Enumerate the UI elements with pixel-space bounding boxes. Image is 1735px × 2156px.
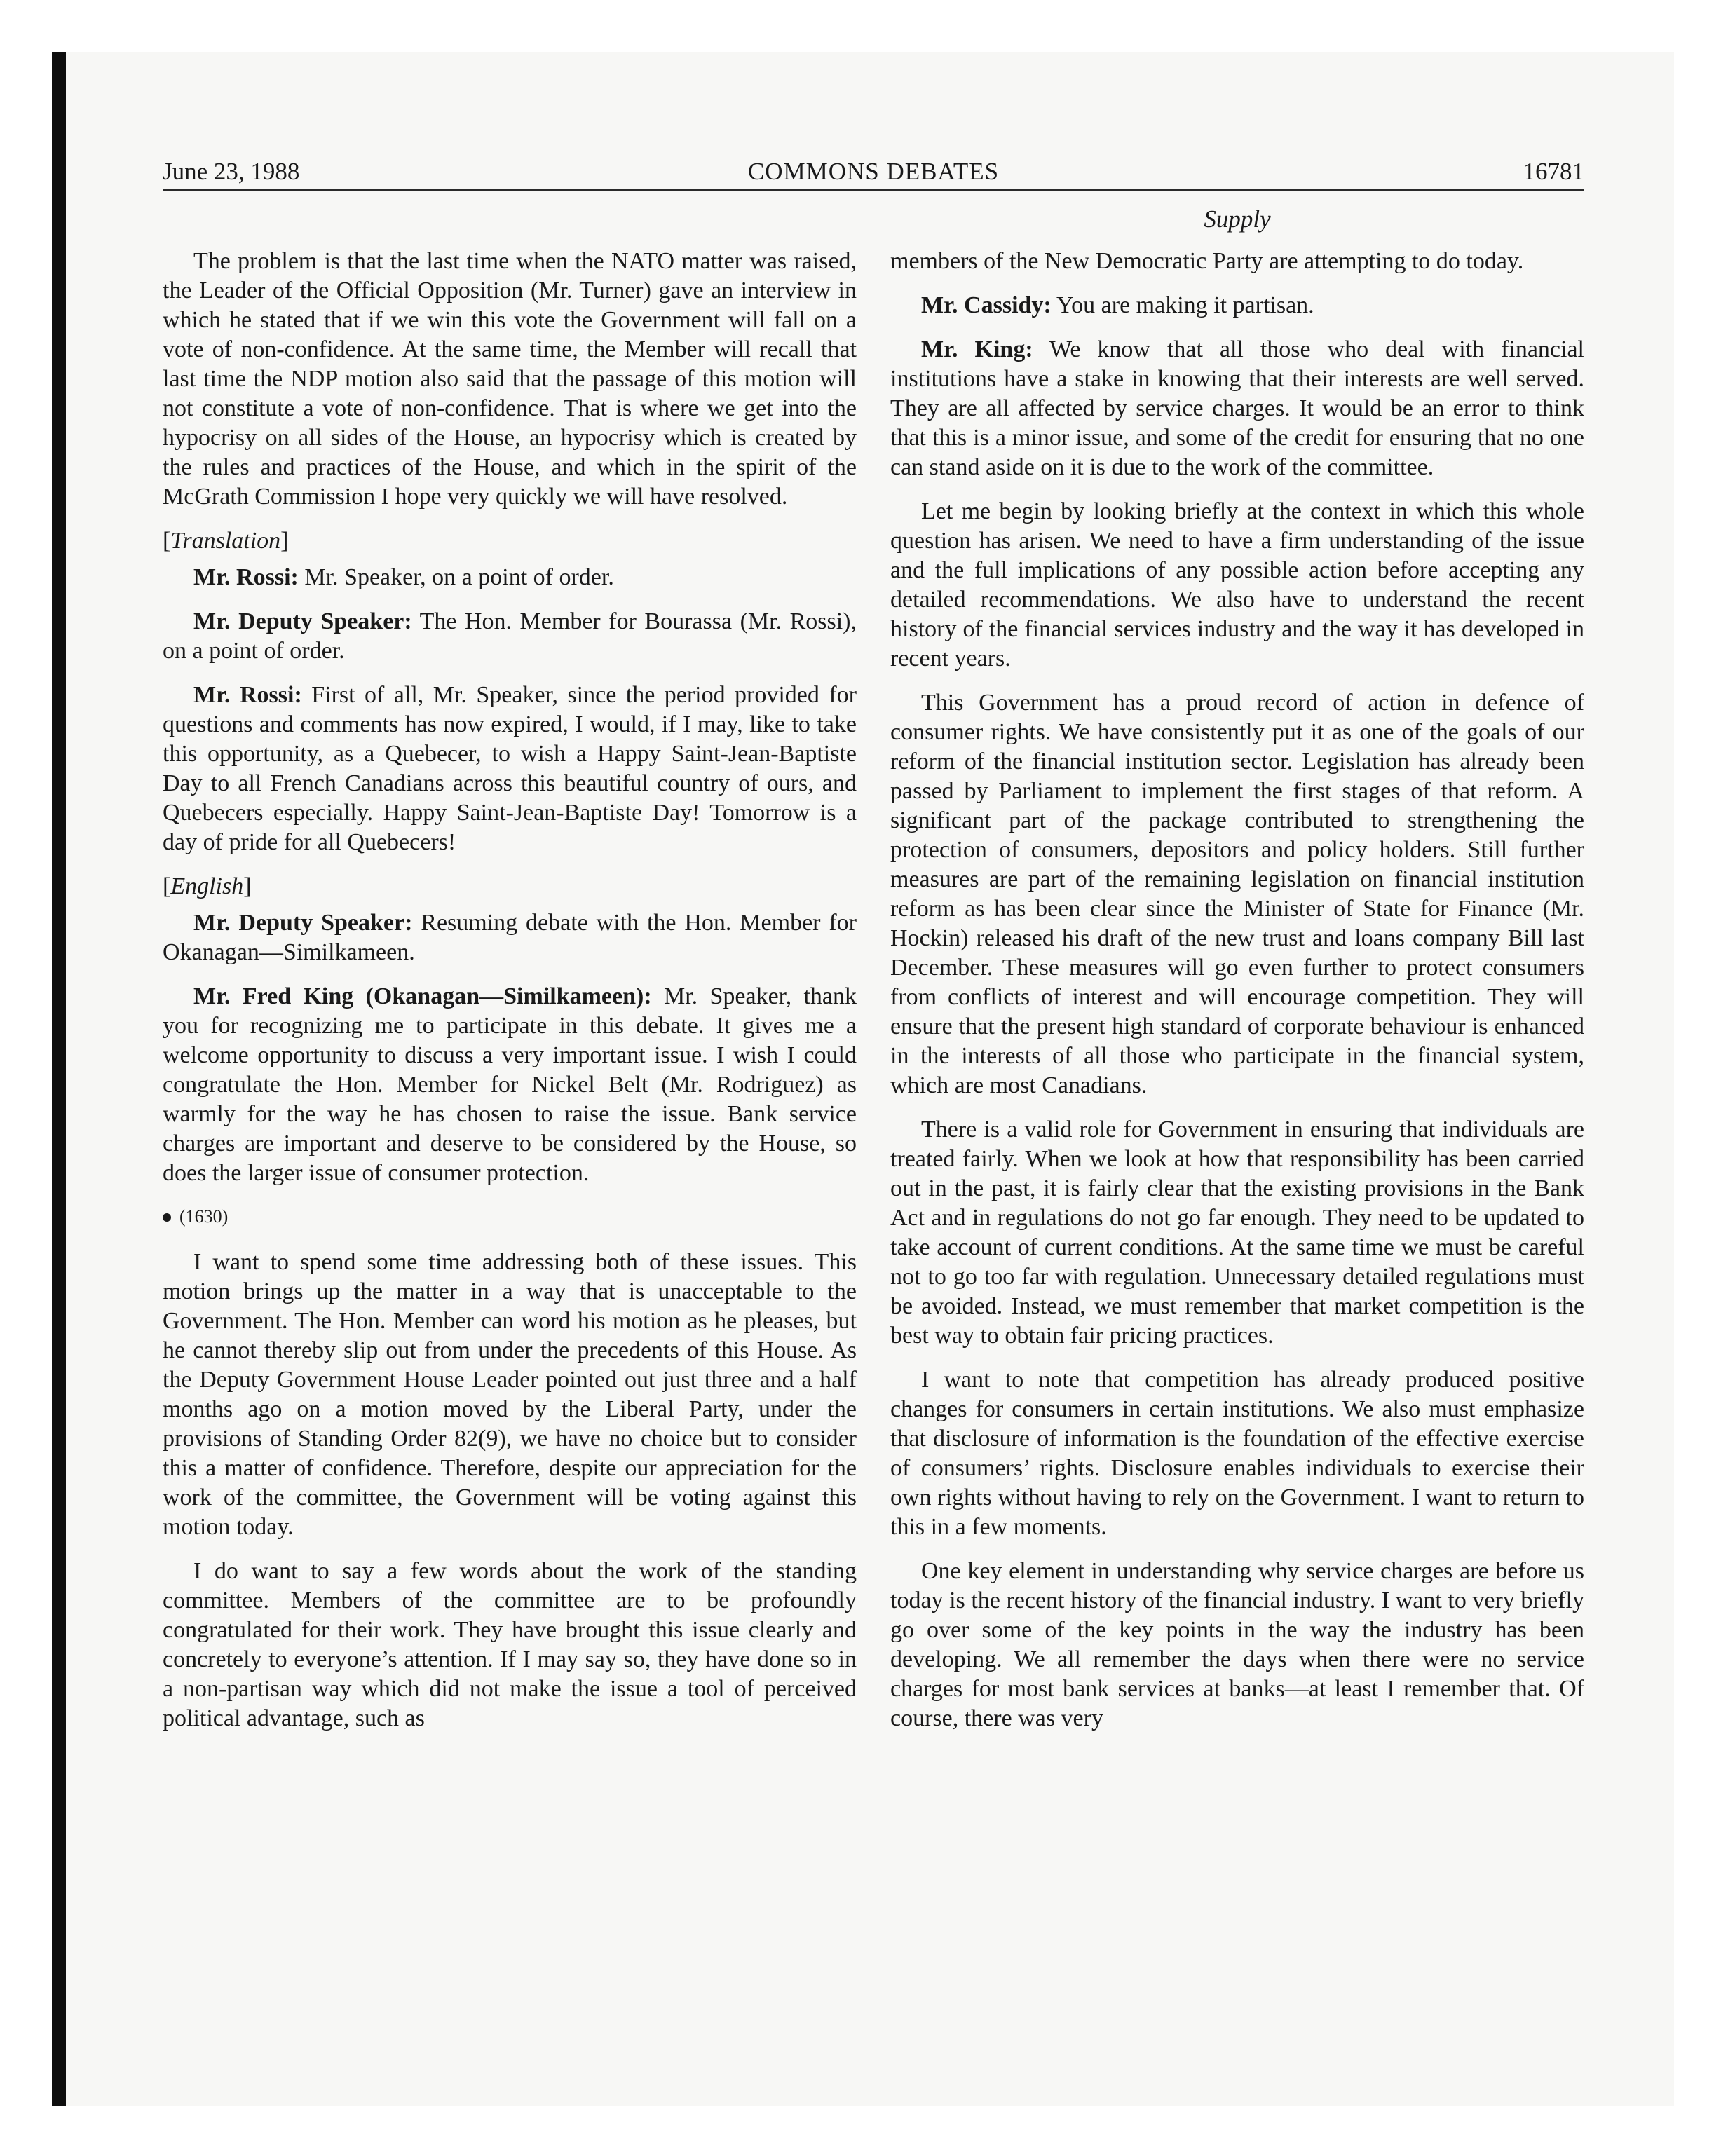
header-date: June 23, 1988 bbox=[163, 158, 300, 185]
paragraph: This Government has a proud record of action in defence of consumer rights. We have consistently put it as one of the goals of our reform of the financial institution sector. Legislation has already been passed by Parliament to implement the first stages of that reform. A significant part of the package contributed to strengthening the protection of consumers, depositors and policy holders. Still further measures are part of the remaining legislation on financial institution reform as has been clear since the Minister of State for Finance (Mr. Hockin) released his draft of the new trust and loans company Bill last December. These measures will go even further to protect consumers from conflicts of interest and will encourage competition. They will ensure that the present high standard of corporate behaviour is enhanced in the interests of all those who participate in the financial system, which are most Canadians. bbox=[890, 690, 1584, 1098]
speaker-name: Mr. Fred King (Okanagan—Similkameen): bbox=[193, 983, 652, 1009]
paragraph: I want to note that competition has already produced positive changes for consumers in certain institutions. We also must emphasize that disclosure of information is the foundation of the effective exercise of consumers’ rights. Disclosure enables individuals to exercise their own rights without having to rely on the Government. I want to return to this in a few moments. bbox=[890, 1367, 1584, 1540]
paragraph: Mr. Deputy Speaker: The Hon. Member for Bourassa (Mr. Rossi), on a point of order. bbox=[163, 608, 857, 664]
paragraph: Mr. King: We know that all those who deal with financial institutions have a stake in knowing that their interests are well served. They are all affected by service charges. It would be an error to think that this is a minor issue, and some of the credit for ensuring that no one can stand aside on it is due to the work of the committee. bbox=[890, 336, 1584, 480]
speaker-name: Mr. Deputy Speaker: bbox=[193, 608, 412, 634]
paragraph: Mr. Cassidy: You are making it partisan. bbox=[921, 292, 1314, 318]
speaker-name: Mr. Cassidy: bbox=[921, 292, 1052, 318]
paragraph: members of the New Democratic Party are attempting to do today. bbox=[890, 248, 1524, 274]
language-marker: [Translation] bbox=[163, 528, 289, 554]
paragraph: Let me begin by looking briefly at the context in which this whole question has arisen. We need to have a firm understanding of the issue and the full implications of any possible action before accepting any detailed recommendations. We also have to understand the recent history of the financial services industry and the way it has developed in recent years. bbox=[890, 498, 1584, 671]
speaker-name: Mr. Rossi: bbox=[193, 564, 299, 590]
time-marker: (1630) bbox=[163, 1203, 857, 1231]
paragraph: I do want to say a few words about the work of the standing committee. Members of the committee are to be profoundly congratulated for their work. They have brought this issue clearly and concretely to everyone’s attention. If I may say so, they have done so in a non-partisan way which did not make the issue a tool of perceived political advantage, such as bbox=[163, 1558, 857, 1731]
paragraph: Mr. Rossi: First of all, Mr. Speaker, since the period provided for questions and comments has now expired, I would, if I may, like to take this opportunity, as a Quebecer, to wish a Happy Saint-Jean-Baptiste Day to all French Canadians across this beautiful country of ours, and Quebecers especially. Happy Saint-Jean-Baptiste Day! Tomorrow is a day of pride for all Quebecers! bbox=[163, 682, 857, 855]
page-number: 16781 bbox=[1523, 158, 1584, 185]
paragraph: Mr. Deputy Speaker: Resuming debate with the Hon. Member for Okanagan—Similkameen. bbox=[163, 910, 857, 965]
speaker-name: Mr. King: bbox=[921, 336, 1033, 362]
paragraph: Mr. Fred King (Okanagan—Similkameen): Mr. Speaker, thank you for recognizing me to participate in this debate. It gives me a welcome opportunity to discuss a very important issue. I wish I could congratulate the Hon. Member for Nickel Belt (Mr. Rodriguez) as warmly for the way he has chosen to raise the issue. Bank service charges are important and deserve to be considered by the House, so does the larger issue of consumer protection. bbox=[163, 983, 857, 1186]
scan-edge bbox=[52, 52, 66, 2106]
section-title: Supply bbox=[1204, 205, 1271, 233]
right-column bbox=[890, 247, 1584, 1748]
paragraph: I want to spend some time addressing both of these issues. This motion brings up the matter in a way that is unacceptable to the Government. The Hon. Member can word his motion as he pleases, but he cannot thereby slip out from under the precedents of this House. As the Deputy Government House Leader pointed out just three and a half months ago on a motion moved by the Liberal Party, under the provisions of Standing Order 82(9), we have no choice but to consider this a matter of confidence. Therefore, despite our appreciation for the work of the committee, the Government will be voting against this motion today. bbox=[163, 1249, 857, 1540]
paragraph: The problem is that the last time when the NATO matter was raised, the Leader of the Official Opposition (Mr. Turner) gave an interview in which he stated that if we win this vote the Government will fall on a vote of non-confidence. At the same time, the Member will recall that last time the NDP motion also said that the passage of this motion will not constitute a vote of non-confidence. That is where we get into the hypocrisy on all sides of the House, an hypocrisy which is created by the rules and practices of the House, and which in the spirit of the McGrath Commission I hope very quickly we will have resolved. bbox=[163, 248, 857, 510]
bullet-icon bbox=[163, 1213, 171, 1222]
header-title: COMMONS DEBATES bbox=[747, 158, 1000, 185]
speaker-name: Mr. Rossi: bbox=[193, 682, 302, 708]
paragraph: Mr. Rossi: Mr. Speaker, on a point of order. bbox=[193, 564, 614, 590]
paragraph: One key element in understanding why service charges are before us today is the recent history of the financial industry. I want to very briefly go over some of the key points in the way the industry has been developing. We all remember the days when there were no service charges for most bank services at banks—at least I remember that. Of course, there was very bbox=[890, 1558, 1584, 1731]
language-marker: [English] bbox=[163, 873, 252, 899]
paragraph: There is a valid role for Government in ensuring that individuals are treated fairly. When we look at how that responsibility has been carried out in the past, it is fairly clear that the existing provisions in the Bank Act and in regulations do not go far enough. They need to be updated to take account of current conditions. At the same time we must be careful not to go too far with regulation. Unnecessary detailed regulations must be avoided. Instead, we must remember that market competition is the best way to obtain fair pricing practices. bbox=[890, 1117, 1584, 1349]
header-rule bbox=[163, 189, 1584, 191]
speaker-name: Mr. Deputy Speaker: bbox=[193, 910, 413, 936]
left-column bbox=[163, 247, 857, 1748]
running-header bbox=[163, 154, 1584, 189]
